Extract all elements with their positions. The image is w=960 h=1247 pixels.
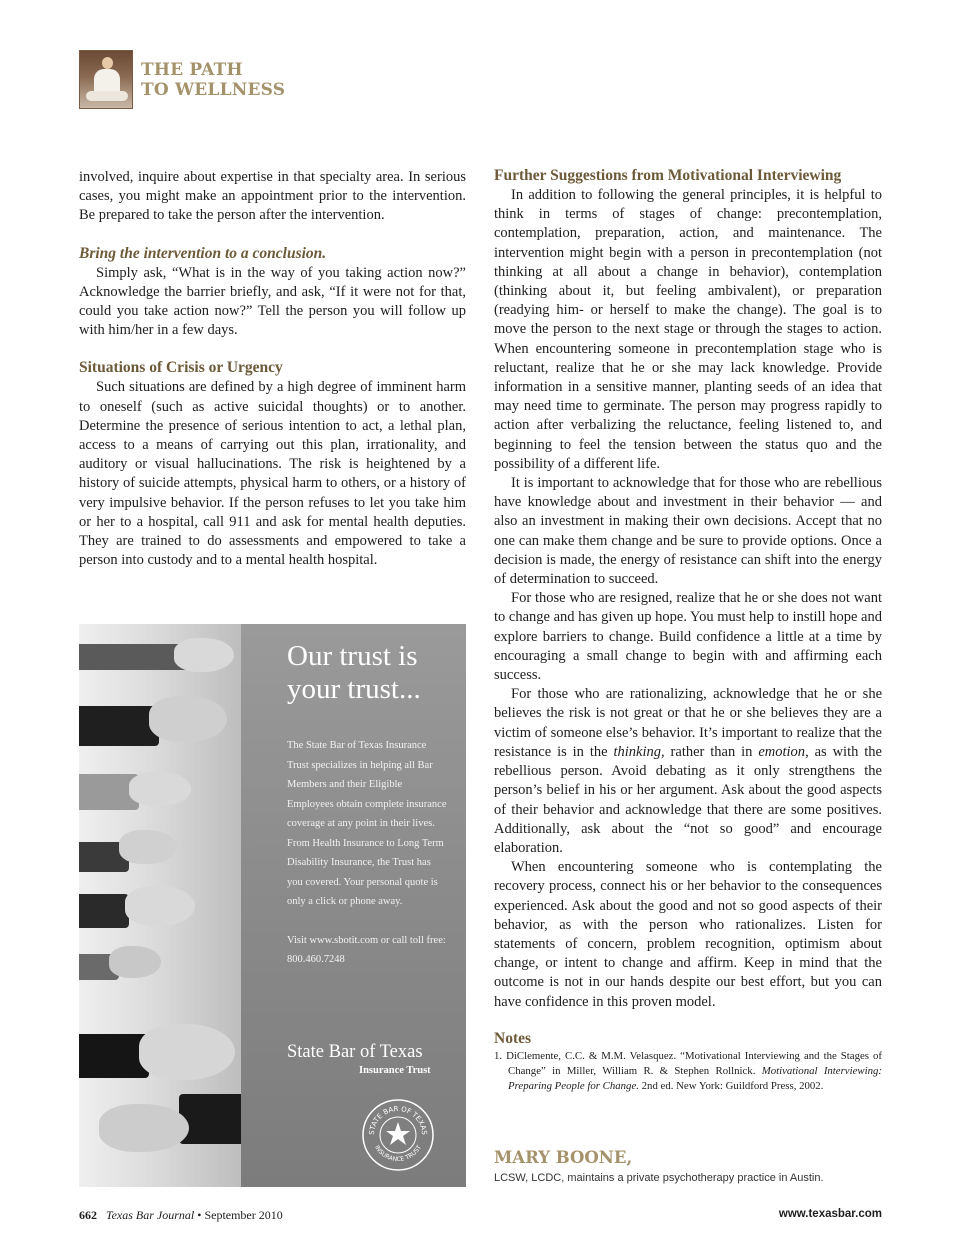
star-icon [386, 1122, 410, 1145]
insurance-trust-advertisement[interactable] [79, 624, 466, 1187]
ad-contact-text[interactable]: Visit www.sbotit.com or call toll free: 800.460.7248 [287, 934, 446, 965]
header-meditation-photo [79, 50, 133, 109]
ad-body-text: The State Bar of Texas Insurance Trust specializes in helping all Bar Members and their Eligible Employees obtain complete insurance coverage at any point in their lives. From Health Insurance to Long Term Disability Insurance, the Trust has you covered. Your personal quote is only a click or phone away. [287, 740, 447, 907]
crisis-heading: Situations of Crisis or Urgency [79, 359, 283, 377]
rebellious-paragraph: It is important to acknowledge that for those who are rebellious have knowledge about and investment in their behavior — and also an investment in making their own decisions. Accept that no one can make them change and be sure to provide options. Once a decision is made, the energy of resistance can shift into the energy of determination to succeed. [494, 475, 882, 588]
ad-body [287, 736, 447, 970]
conclusion-heading: Bring the intervention to a conclusion. [79, 244, 327, 262]
intro-paragraph: involved, inquire about expertise in that specialty area. In serious cases, you might make an appointment prior to the intervention. Be prepared to take the person after the intervention. [79, 169, 466, 224]
resigned-paragraph: For those who are resigned, realize that he or she does not want to change and has given up hope. You must help to instill hope and explore barriers to change. Build confidence a little at a time by encouraging a small change to begin with and affirming each success. [494, 590, 882, 684]
author-block [494, 1148, 882, 1186]
stages-paragraph: In addition to following the general principles, it is helpful to think in terms of stages of change: precontemplation, contemplation, preparation, action, and maintenance. The intervention might begin with a person in precontemplation (not thinking at all about a change in behavior), contemplation (thinking about it, but feeling ambivalent), or preparation (readying him- or herself to make the change). The goal is to move the person to the next stage or through the stages to action. When encountering someone in precontemplation stage who is reluctant, realize that he or she may lack knowledge. Provide information in a sensitive manner, planting seeds of an idea that may need time to germinate. The person may progress rapidly to action after verbalizing the reluctance, feeling listened to, and beginning to feel the tension between the status quo and the possibility of a different life. [494, 187, 882, 472]
website-link[interactable]: www.texasbar.com [778, 1208, 882, 1220]
section-title-line2: TO WELLNESS [141, 80, 286, 100]
contemplating-paragraph: When encountering someone who is contemplating the recovery process, connect his or her behavior to the consequences experienced. Ask about the good and not so good aspects of their behavior, as with the person who rationalizes. Listen for statements of concern, problem recognition, optimism about change, or intent to change and affirm. Keep in mind that the outcome is not in our hands despite our best effort, but you can have confidence in this proven model. [494, 859, 882, 1010]
left-column [79, 168, 466, 570]
section-title [141, 60, 285, 100]
section-title-line1: THE PATH [141, 60, 243, 80]
author-bio: LCSW, LCDC, maintains a private psychotherapy practice in Austin. [494, 1172, 824, 1184]
handshakes-photo [79, 624, 257, 1187]
ad-headline: Our trust is your trust... [287, 640, 421, 705]
crisis-paragraph: Such situations are defined by a high degree of imminent harm to oneself (such as active suicidal thoughts) or to another. Determine the presence of serious intention to act, a lethal plan, access to a means of carrying out this plan, irrationality, and auditory or visual hallucinations. The risk is heightened by a history of suicide attempts, physical harm to others, or a history of very impulsive behavior. If the person refuses to let you take him or her to a hospital, call 911 and ask for mental health deputies. They are trained to do assessments and empowered to take a person into custody and to a mental health hospital. [79, 379, 466, 569]
right-column [494, 166, 882, 1012]
conclusion-paragraph: Simply ask, “What is in the way of you taking action now?” Acknowledge the barrier briefly, and ask, “If it were not for that, could you take action now?” Tell the person you will follow up with him/her in a few days. [79, 264, 466, 339]
page-footer [79, 1208, 882, 1226]
issue-date: September 2010 [204, 1208, 283, 1222]
seal-text-bottom: INSURANCE TRUST [373, 1144, 423, 1164]
journal-name: Texas Bar Journal [106, 1208, 195, 1222]
page-number: 662 [79, 1208, 97, 1222]
seal-text-top: STATE BAR OF TEXAS [367, 1104, 429, 1136]
ad-brand-subtitle: Insurance Trust [359, 1065, 431, 1076]
insurance-trust-seal [361, 1098, 435, 1172]
footer-citation [79, 1208, 283, 1223]
further-suggestions-heading: Further Suggestions from Motivational Interviewing [494, 167, 842, 184]
notes-heading: Notes [494, 1030, 532, 1047]
rationalizing-paragraph: For those who are rationalizing, acknowledge that he or she believes the risk is not great or that he or she believes they are a victim of someone else’s behavior. It’s important to realize that the resistance is in the thinking, rather than in emotion, as with the rebellious person. Avoid debating as it only strengthens the person’s belief in his or her argument. Ask about the good aspects of their behavior and acknowledge that there are some positives. Additionally, ask about the “not so good” and encourage elaboration. [494, 686, 882, 856]
ad-brand-name: State Bar of Texas [287, 1042, 423, 1062]
author-name: MARY BOONE, [494, 1148, 633, 1167]
note-item: 1. DiClemente, C.C. & M.M. Velasquez. “Motivational Interviewing and the Stages of Change” in Miller, William R. & Stephen Rollnick. Motivational Interviewing: Preparing People for Change. 2nd ed. New York: Guildford Press, 2002. [494, 1050, 882, 1093]
svg-text:INSURANCE TRUST [373, 1144, 423, 1163]
notes-section [494, 1029, 882, 1095]
footer-separator: • [197, 1208, 202, 1222]
